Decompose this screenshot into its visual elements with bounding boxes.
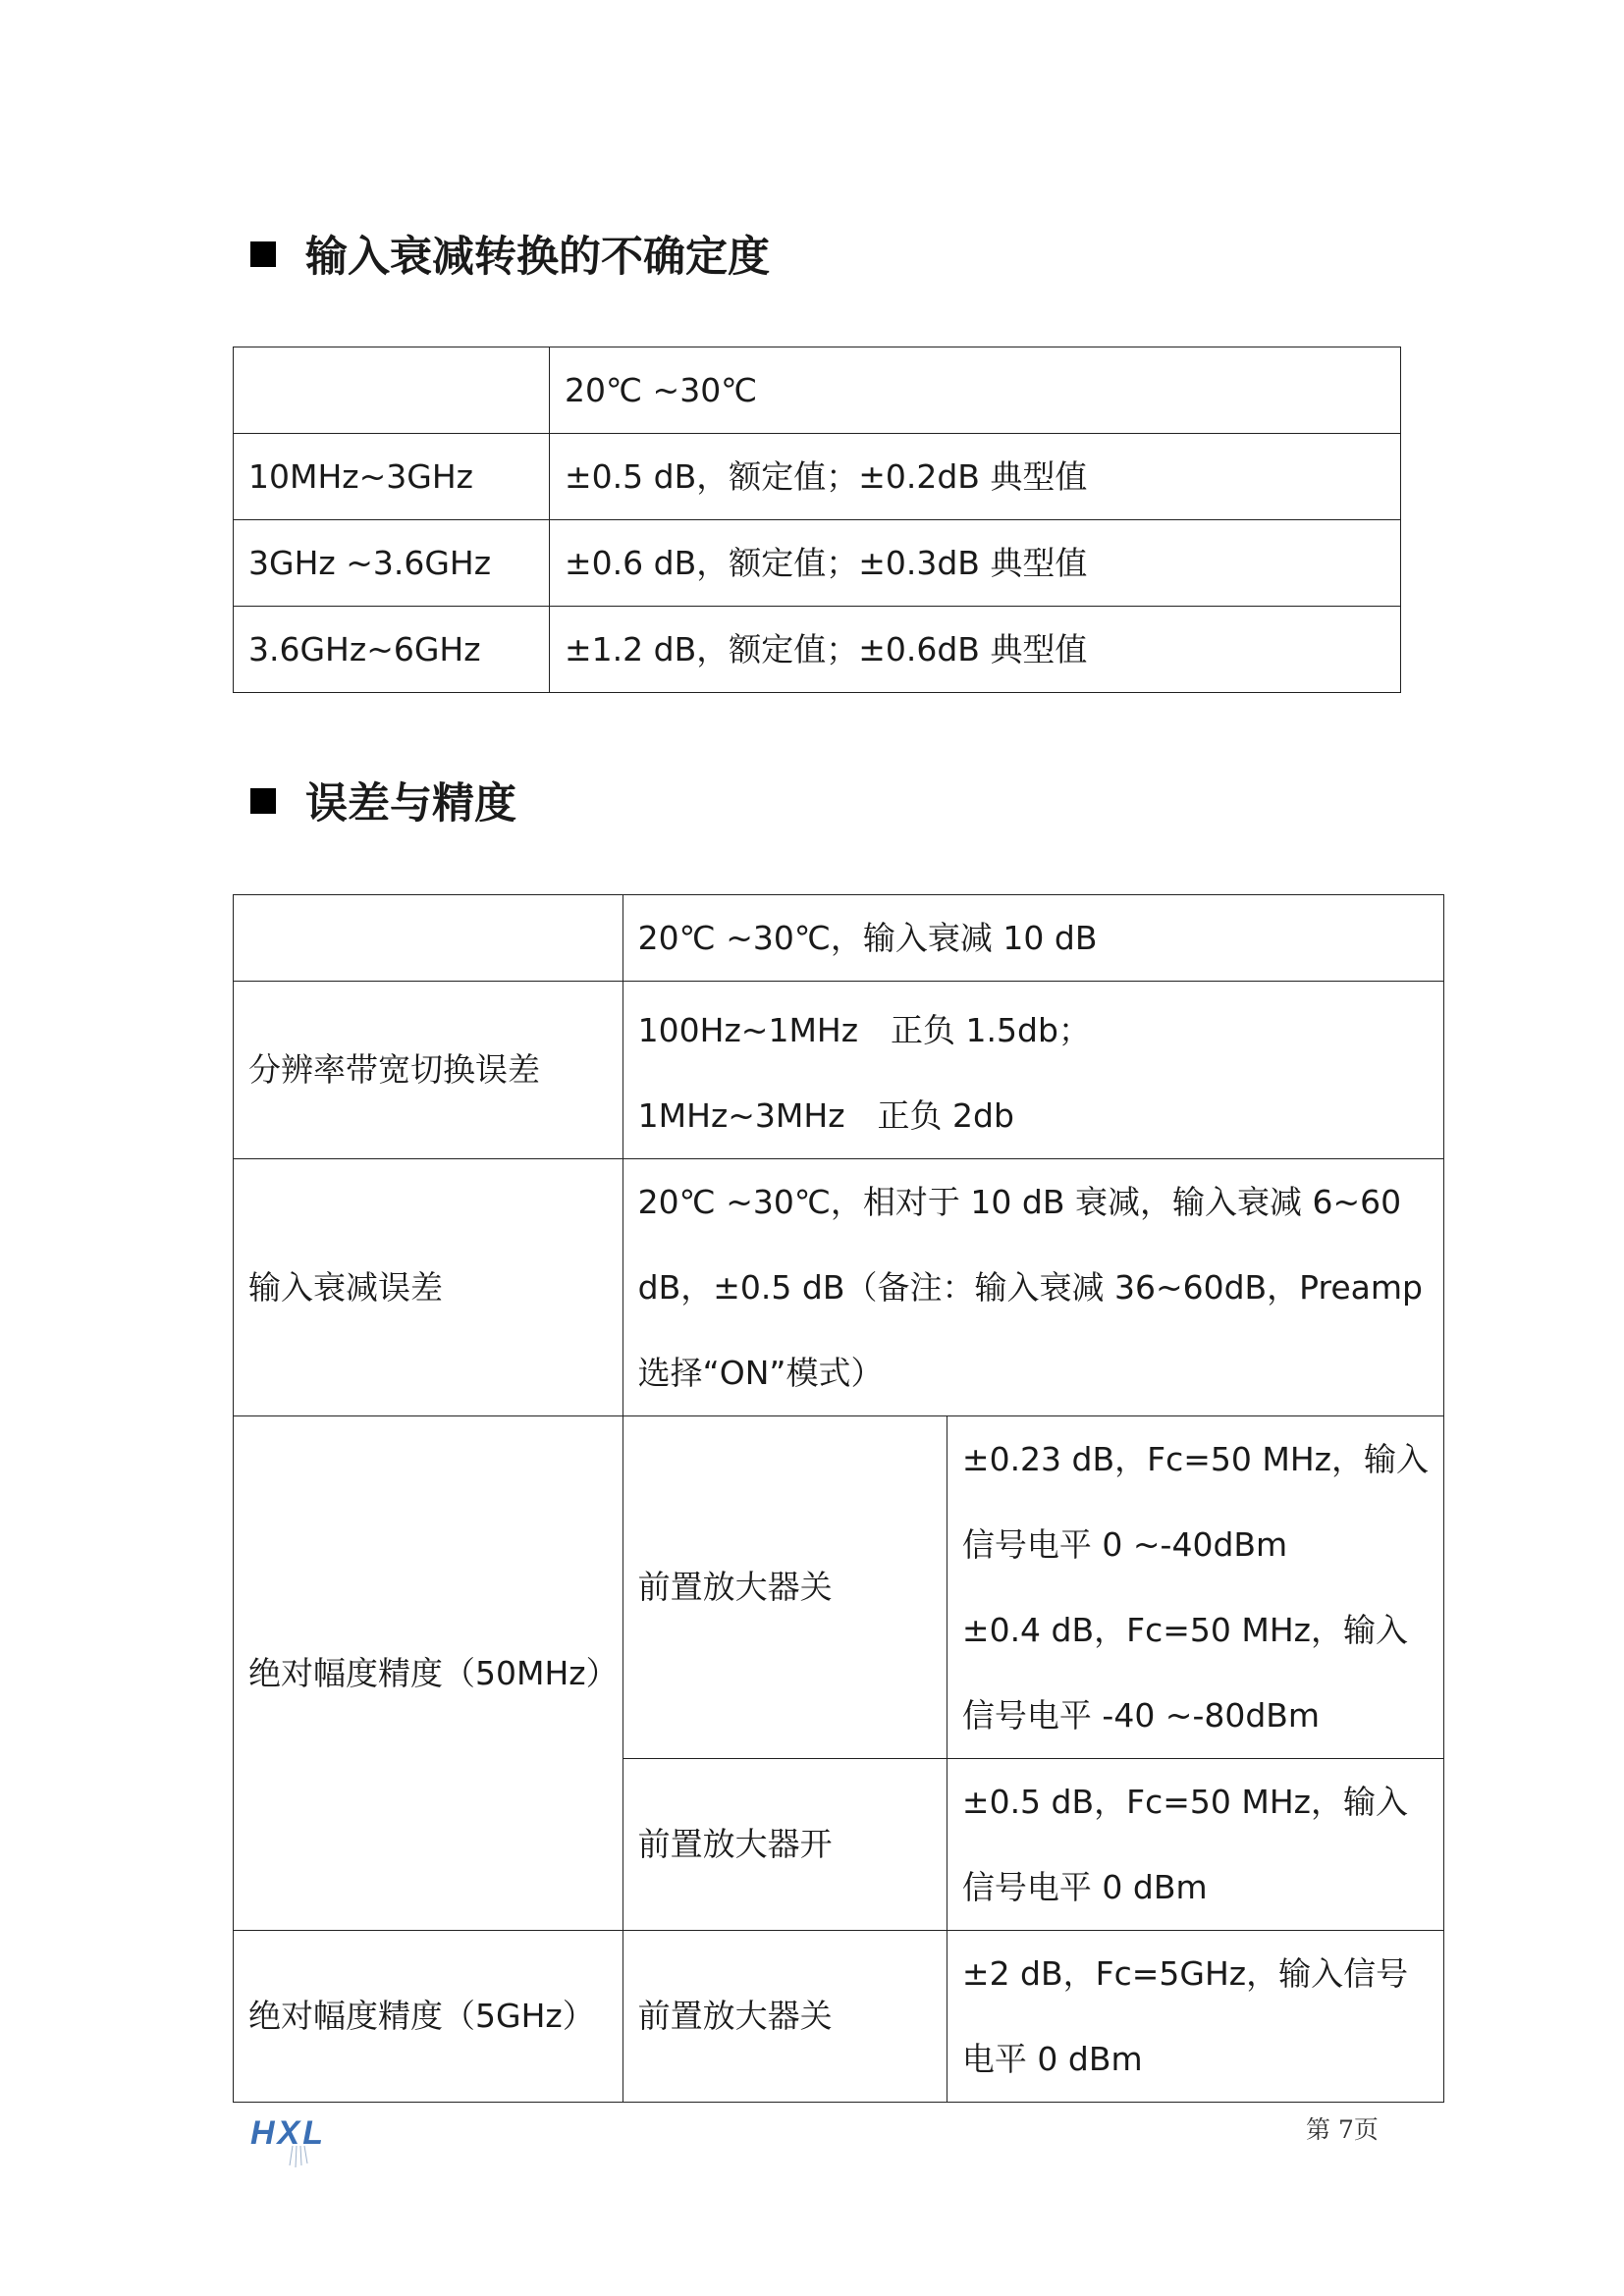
table-row: [234, 982, 1444, 1159]
table-cell: 20℃ ~30℃: [550, 347, 1401, 434]
cell-line: ±2 dB，Fc=5GHz，输入信号: [961, 1954, 1409, 1993]
cell-line: 信号电平 0 ~-40dBm: [961, 1525, 1288, 1564]
table-cell: [623, 982, 1443, 1159]
cell-line: 信号电平 -40 ~-80dBm: [961, 1696, 1321, 1735]
accuracy-table: [233, 894, 1444, 2103]
table-cell: ±0.6 dB，额定值；±0.3dB 典型值: [550, 520, 1401, 607]
table-row: [234, 1159, 1444, 1416]
section-heading-accuracy: [250, 771, 516, 830]
table-cell: ±1.2 dB，额定值；±0.6dB 典型值: [550, 607, 1401, 693]
table-row: [234, 1416, 1444, 1759]
cell-line: 100Hz~1MHz 正负 1.5db；: [637, 1011, 1091, 1049]
table-row: [234, 607, 1401, 693]
table-cell: [947, 1416, 1443, 1759]
table-cell: [947, 1759, 1443, 1931]
table-cell: 3.6GHz~6GHz: [234, 607, 550, 693]
section-title: 误差与精度: [305, 779, 516, 828]
table-row: [234, 520, 1401, 607]
cell-line: ±0.4 dB，Fc=50 MHz，输入: [961, 1611, 1408, 1649]
section-heading-attenuation: [250, 224, 770, 284]
table-cell: [947, 1931, 1443, 2103]
table-cell: 分辨率带宽切换误差: [234, 982, 623, 1159]
cell-line: dB，±0.5 dB（备注：输入衰减 36~60dB，Preamp: [637, 1268, 1423, 1307]
table-cell: 输入衰减误差: [234, 1159, 623, 1416]
logo-text: HXL: [250, 2114, 326, 2152]
page-number: 第 7页: [1306, 2115, 1379, 2144]
table-cell: 绝对幅度精度（50MHz）: [234, 1416, 623, 1931]
cell-line: 20℃ ~30℃，相对于 10 dB 衰减，输入衰减 6~60: [637, 1183, 1402, 1221]
table-row: [234, 347, 1401, 434]
table-cell: 20℃ ~30℃，输入衰减 10 dB: [623, 895, 1443, 982]
attenuation-table: [233, 347, 1401, 693]
cell-line: 1MHz~3MHz 正负 2db: [637, 1096, 1014, 1135]
bullet-square-icon: [250, 788, 276, 814]
table-cell: 前置放大器关: [623, 1931, 947, 2103]
table-cell: [234, 347, 550, 434]
section-title: 输入衰减转换的不确定度: [305, 233, 770, 282]
table-cell: 绝对幅度精度（5GHz）: [234, 1931, 623, 2103]
table-cell: 10MHz~3GHz: [234, 434, 550, 520]
bullet-square-icon: [250, 241, 276, 267]
table-row: [234, 895, 1444, 982]
table-cell: 3GHz ~3.6GHz: [234, 520, 550, 607]
cell-line: 选择“ON”模式）: [637, 1354, 884, 1392]
company-logo: [248, 2110, 356, 2169]
table-cell: 前置放大器开: [623, 1759, 947, 1931]
cell-line: ±0.23 dB，Fc=50 MHz，输入: [961, 1440, 1429, 1478]
table-row: [234, 434, 1401, 520]
table-cell: [234, 895, 623, 982]
cell-line: 电平 0 dBm: [961, 2040, 1143, 2078]
table-row: [234, 1931, 1444, 2103]
table-cell: ±0.5 dB，额定值；±0.2dB 典型值: [550, 434, 1401, 520]
cell-line: ±0.5 dB，Fc=50 MHz，输入: [961, 1783, 1408, 1821]
table-cell: [623, 1159, 1443, 1416]
cell-line: 信号电平 0 dBm: [961, 1868, 1208, 1906]
table-cell: 前置放大器关: [623, 1416, 947, 1759]
